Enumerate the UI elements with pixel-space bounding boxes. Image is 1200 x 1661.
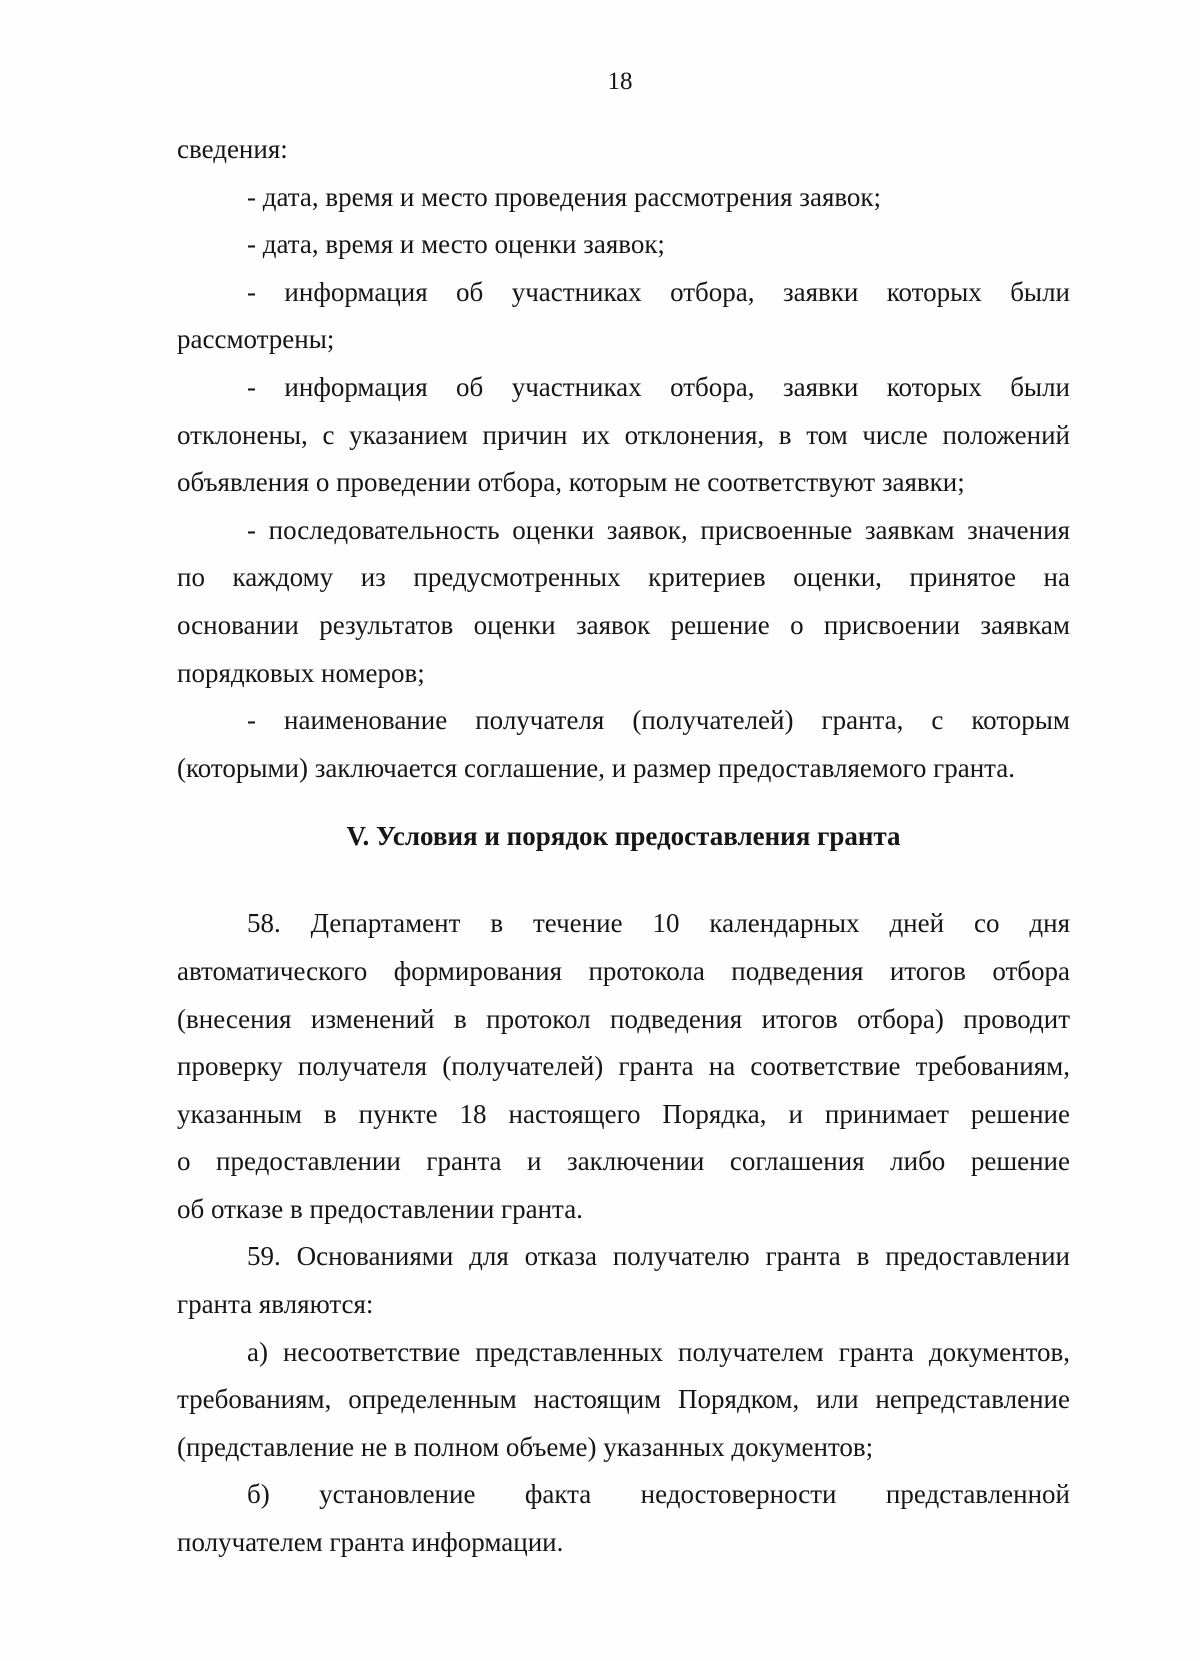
text-line: объявления о проведении отбора, которым не соответствуют заявки;: [177, 467, 965, 498]
text-line: основании результатов оценки заявок решение о присвоении заявкам: [177, 609, 1070, 640]
paragraph-line: 58. Департамент в течение 10 календарных дней со дня: [247, 908, 1070, 939]
list-item: б) установление факта недостоверности представленной: [247, 1479, 1070, 1510]
list-item: - наименование получателя (получателей) гранта, с которым: [247, 705, 1070, 736]
list-item: - дата, время и место проведения рассмотрения заявок;: [247, 181, 882, 212]
text-line: сведения:: [177, 134, 288, 164]
paragraph-line: получателем гранта информации.: [177, 1527, 564, 1558]
document-body: [177, 126, 1070, 1567]
list-item: - информация об участниках отбора, заявки которых были: [247, 276, 1070, 307]
paragraph-line: о предоставлении гранта и заключении соглашения либо решение: [177, 1146, 1070, 1177]
paragraph-line: 59. Основаниями для отказа получателю гранта в предоставлении: [247, 1241, 1070, 1272]
text-line: отклонены, с указанием причин их отклонения, в том числе положений: [177, 419, 1070, 450]
list-item: - дата, время и место оценки заявок;: [247, 229, 665, 260]
text-line: порядковых номеров;: [177, 657, 425, 688]
list-item: - последовательность оценки заявок, присвоенные заявкам значения: [247, 514, 1070, 545]
paragraph-line: проверку получателя (получателей) гранта на соответствие требованиям,: [177, 1051, 1070, 1082]
paragraph-line: об отказе в предоставлении гранта.: [177, 1193, 583, 1224]
paragraph-line: автоматического формирования протокола подведения итогов отбора: [177, 955, 1070, 986]
list-item: - информация об участниках отбора, заявки которых были: [247, 371, 1070, 402]
page-number: 18: [607, 68, 633, 95]
paragraph-line: гранта являются:: [177, 1289, 374, 1320]
paragraph-line: требованиям, определенным настоящим Порядком, или непредставление: [177, 1384, 1070, 1415]
list-item: а) несоответствие представленных получателем гранта документов,: [247, 1336, 1070, 1367]
section-heading: V. Условия и порядок предоставления гранта: [346, 821, 901, 852]
text-line: рассмотрены;: [177, 324, 335, 355]
text-line: по каждому из предусмотренных критериев оценки, принятое на: [177, 562, 1070, 593]
paragraph-line: (представление не в полном объеме) указанных документов;: [177, 1431, 874, 1462]
paragraph-line: (внесения изменений в протокол подведения итогов отбора) проводит: [177, 1003, 1070, 1034]
text-line: (которыми) заключается соглашение, и размер предоставляемого гранта.: [177, 752, 1016, 783]
paragraph-line: указанным в пункте 18 настоящего Порядка, и принимает решение: [177, 1098, 1070, 1129]
